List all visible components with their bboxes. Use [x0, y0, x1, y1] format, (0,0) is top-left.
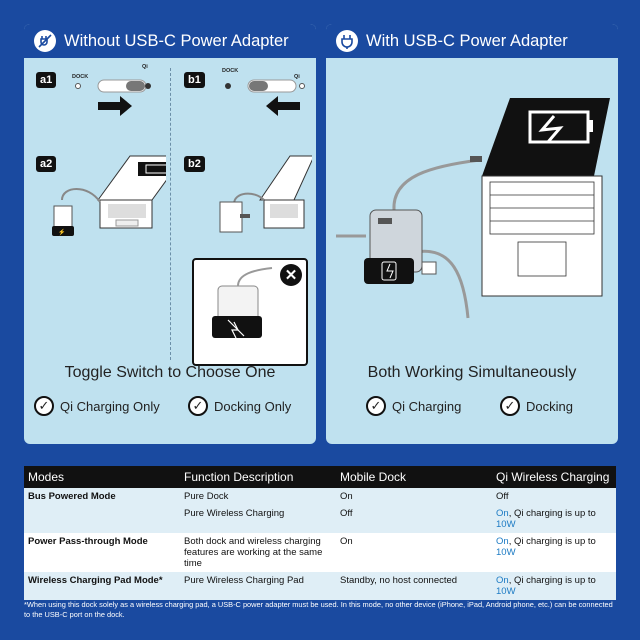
panel-header [326, 24, 618, 58]
modes-table [24, 466, 616, 600]
table-row [24, 505, 616, 533]
qi-cell [492, 572, 616, 600]
dock-cell: On [336, 533, 492, 572]
step-b2-label: b2 [184, 156, 205, 172]
function-cell: Pure Dock [180, 488, 336, 505]
laptop-docking-illustration [194, 152, 312, 242]
function-cell: Pure Wireless Charging Pad [180, 572, 336, 600]
table-row [24, 488, 616, 505]
footnote: *When using this dock solely as a wireless charging pad, a USB-C power adapter must be used. In this mode, no other device (iPhone, iPad, Android phone, etc.) can be connected to the USB-C port on the dock. [24, 600, 613, 619]
mode-cell [24, 505, 180, 533]
qi-disabled-callout [192, 258, 308, 366]
checkmark-icon: ✓ [34, 396, 54, 416]
option-label: Docking [526, 398, 573, 414]
mode-cell: Power Pass-through Mode [24, 533, 180, 572]
qi-watt-text: 10W [496, 547, 516, 558]
switch-dock-label: DOCK [222, 68, 239, 74]
left-caption: Toggle Switch to Choose One [64, 364, 276, 381]
column-header: Function Description [180, 466, 336, 488]
checkmark-icon: ✓ [188, 396, 208, 416]
panel-divider [170, 68, 171, 360]
with-adapter-panel [326, 24, 618, 444]
option-label: Qi Charging Only [60, 398, 160, 414]
switch-qi-label: Qi [294, 74, 300, 80]
option-docking [500, 396, 573, 416]
cross-icon: ✕ [280, 264, 302, 286]
panel-header [24, 24, 316, 58]
qi-cell [492, 533, 616, 572]
column-header: Qi Wireless Charging [492, 466, 616, 488]
dock-laptop-illustration [332, 86, 612, 326]
option-docking-only [188, 396, 291, 416]
qi-detail-text: , Qi charging is up to [508, 575, 596, 586]
table-header-row [24, 466, 616, 488]
option-qi-charging-only [34, 396, 160, 416]
qi-watt-text: 10W [496, 519, 516, 530]
qi-on-text: On [496, 536, 509, 547]
qi-cell [492, 488, 616, 505]
switch-qi-label: Qi [142, 64, 148, 70]
no-plug-icon [34, 30, 56, 52]
step-a2-label: a2 [36, 156, 56, 172]
mode-cell: Bus Powered Mode [24, 488, 180, 505]
table-row [24, 533, 616, 572]
without-adapter-panel [24, 24, 316, 444]
panel-title: Without USB-C Power Adapter [64, 31, 289, 50]
table-row [24, 572, 616, 600]
function-cell: Pure Wireless Charging [180, 505, 336, 533]
checkmark-icon: ✓ [500, 396, 520, 416]
qi-on-text: On [496, 508, 509, 519]
qi-detail-text: Off [496, 491, 509, 502]
option-label: Qi Charging [392, 398, 462, 414]
dock-cell: On [336, 488, 492, 505]
qi-cell [492, 505, 616, 533]
dock-cell: Standby, no host connected [336, 572, 492, 600]
qi-on-text: On [496, 575, 509, 586]
svg-text:⚡: ⚡ [58, 230, 66, 236]
switch-dock-label: DOCK [72, 74, 89, 80]
mode-cell: Wireless Charging Pad Mode* [24, 572, 180, 600]
step-b1-label: b1 [184, 72, 205, 88]
right-caption: Both Working Simultaneously [367, 364, 577, 381]
column-header: Modes [24, 466, 180, 488]
laptop-charging-illustration [48, 152, 166, 242]
column-header: Mobile Dock [336, 466, 492, 488]
panel-title: With USB-C Power Adapter [366, 31, 568, 50]
qi-detail-text: , Qi charging is up to [508, 536, 596, 547]
option-qi-charging [366, 396, 461, 416]
plug-icon [336, 30, 358, 52]
toggle-switch-dock-icon [214, 78, 314, 118]
option-label: Docking Only [214, 398, 292, 414]
step-a1-label: a1 [36, 72, 56, 88]
function-cell: Both dock and wireless charging features are working at the same time [180, 533, 336, 572]
qi-detail-text: , Qi charging is up to [508, 508, 596, 519]
qi-watt-text: 10W [496, 586, 516, 597]
dock-cell: Off [336, 505, 492, 533]
toggle-switch-qi-icon [64, 78, 164, 118]
checkmark-icon: ✓ [366, 396, 386, 416]
